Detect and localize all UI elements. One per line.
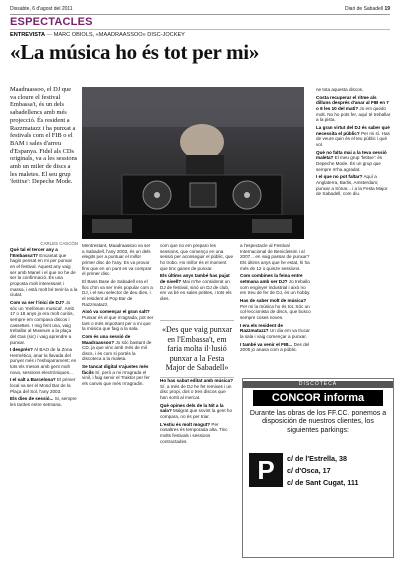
question: Costa recuperar el ritme als dilluns després d'anar al FIB en 7 o 8 les 10 del matí? — [316, 94, 389, 111]
answer: Jo treballo com enginyer industrial i això no em treu de fer de DJ, és un hobby. — [240, 278, 311, 296]
answer: a l'espectacle al Festival Internacional de Benicàssim i al 2007... en vaig passar de punxar? Els últims anys que he estat, hi ha més de 12 o quinze sessions. — [240, 243, 310, 271]
answer: Si, sempre les tardes entre setmana. — [10, 396, 77, 408]
answer: ne tota aquesta discos. — [316, 87, 364, 92]
intro-text: Maadraassoo, el DJ que va cloure el festival Embassa't, és un dels sabadellencs amb més projecció. És resident a Razzmatazz i ha punxat a festivals com el FIB o el BAM i sales d'arreu d'Espanya. Fidel als CDs originals, va a les sessions amb un miler de discs a les maletes. El seu grup 'fetitxe': Depeche Mode. — [10, 86, 78, 186]
question: I el que no pot faltar? — [316, 174, 363, 180]
answer: Encantat que hagin pensat en mi per punxar en el festival. Aquest any vaig ser amb Manel i el que no he de ser la confirmació. És una proposta molt interessant i massa, i està molt bé tenir-la a la ciutat. — [10, 252, 78, 298]
question: I el salt a Barcelona? — [10, 377, 56, 383]
article-column-4 — [240, 243, 312, 355]
question: I també va venir el FIB... — [240, 341, 293, 347]
ad-address-1: c/ de l'Estrella, 38 — [287, 454, 348, 463]
answer: Sí, però a mi m'agrada el vinil, i faig servir el Traktor per fer els canvis que més m'agradin. — [82, 369, 150, 387]
question: Què opines dels de la Nit a la sala? — [160, 402, 224, 414]
ad-body: Durante las obras de los FF.CC. ponemos a disposición de nuestros clientes, los siguientes parkings: — [249, 410, 387, 434]
answer: Malgrat que sovint la gent ho compara, no és per triar. — [160, 408, 233, 419]
pull-quote: «Des que vaig punxar en l'Embassa't, em faria molta il·lusió punxar a la Festa Major de Sabadell» — [160, 320, 234, 378]
answer: Des del 2005 jo anava com a públic. — [240, 341, 310, 353]
answer: Aquí a Anglaterra, Barlis, Amsterdam; punxar a Sónar... i a la Festa Major de Sabadell, com diu. — [316, 174, 388, 197]
dj-booth-illustration — [82, 87, 304, 239]
question: Què no falta mai a la teva sessió maleta? — [316, 149, 387, 161]
article-column-3-top — [160, 243, 234, 304]
answer: Jo em quedo molt. No ho pots fer, aquí té treballar a la pista. — [316, 105, 391, 123]
section-title: ESPECTACLES — [10, 16, 93, 28]
article-column-3-bottom — [160, 378, 234, 446]
question: Els dies de sessió... — [10, 396, 54, 402]
answer: El meu grup 'fetitxe': és Depeche Mode. És un grup que sempre m'ha agradat. — [316, 155, 383, 172]
photo-credit: CARLES CASCÓN — [40, 241, 78, 246]
question: Com és una sessió de Maadraassoo? — [82, 333, 131, 345]
article-column-5 — [316, 87, 392, 199]
answer: Sí, a més de DJ he fet remixes i un disc propi, dos o tres discos que han sortit al mercat. — [160, 383, 232, 400]
dj-photo — [82, 87, 304, 239]
answer: Jo sóc bastant de CD, ja que vinc amb més de mil discs, i és com si portés la discoteca a la maleta. — [82, 339, 152, 362]
ad-brand: CONCOR informa — [253, 390, 383, 406]
answer: Al BAO de la Zona Hermètica, anar la llavada del punyet més i l'esbojarrament; en tots els mesos amb gent molt nova, sessions electròniques... — [10, 347, 77, 375]
question: I era els resident de Razzmatazz? — [240, 322, 283, 334]
answer: Per mi la música ho és tot. Sóc un col·leccionista de discs, que busco sempre coses noves. — [240, 303, 311, 320]
article-column-1 — [10, 247, 78, 410]
question: Com va ser l'inici de DJ? — [10, 299, 65, 305]
answer: El Bass Base de Sabadell era el lloc d'on va ser més popular com a DJ, i el seu selector de deu dies, i el resident al Pop Bar de Razzmatazz. — [82, 278, 153, 307]
ad-address-3: c/ de Sant Cugat, 111 — [287, 478, 359, 487]
paper-name-page — [345, 6, 390, 12]
question: Ho has sabut editat amb música? — [160, 378, 234, 383]
answer: Per nosaltres és temporada alta. Tinc molts festivals i sessions contractades. — [160, 421, 228, 444]
answer: El primer local va ser el Mond Bar de la Plaça del Sol, l'any 2003. — [10, 377, 76, 394]
advertisement — [242, 378, 394, 558]
section-bar — [10, 14, 390, 30]
answer: Mai m'he considerat un DJ de festival, sinó un DJ de club, em va bé en sales petites, i tots els dies. — [160, 278, 232, 301]
answer: com que no em preparo les sessions, que començo en una sessió per aconseguir el públic, que ho trobo. Ho millor és el moment que tinc ganes de punxar. — [160, 243, 234, 271]
answer: Punxar és el que m'agrada, pot ser tant o més important per a mi que la música que faig a la sala. — [82, 314, 154, 332]
page-number: 19 — [384, 6, 390, 12]
article-column-2 — [82, 243, 154, 389]
question: Això va començar el gran salt? — [82, 309, 150, 315]
paper-name: Diari de Sabadell — [344, 6, 384, 12]
answer: Mentrestant, Maadraassoo va ser a Sabadell, l'any 2003, és un dels elegits per a puntuar el millor primer disc de l'any. Es va provar fins que en un punt es va comprar el primer disc. — [82, 243, 152, 277]
question: Has de saber molt de música? — [240, 297, 307, 303]
headline: «La música ho és tot per mi» — [10, 40, 260, 64]
answer: Un dia em va trucar la sala i vaig començar a punxar. — [240, 328, 310, 339]
issue-date: Dissabte, 6 d'agost del 2011 — [10, 6, 73, 12]
answer: Jo sóc un 'melòman musical'. Amb 17 o 18 anys jo era molt curiós, sempre em compava discos i cassettes. I mig fent una, vaig treballar al Museum a la plaça del Gas (sic) i vaig aprendre a punxar. — [10, 299, 75, 345]
kicker-label: ENTREVISTA — [10, 32, 46, 38]
question: Els últims anys també has pujat de nivell? — [160, 273, 230, 284]
ad-tag: DISCOTECA — [243, 381, 393, 388]
question: Què tal el tercer any a l'Embassa't? — [10, 247, 58, 258]
question: I després? — [10, 347, 33, 353]
kicker-author: MARC OBIOLS, «MAADRAASSOO» DISC-JOCKEY — [53, 32, 185, 38]
question: Se tancat digital s'ajustes més fàcils — [82, 364, 149, 375]
parking-icon: P — [249, 453, 283, 487]
page-header — [10, 4, 390, 13]
question: L'estiu és molt mogut? — [160, 421, 211, 427]
ad-address-2: c/ d'Osca, 17 — [287, 466, 331, 475]
kicker: ENTREVISTA — MARC OBIOLS, «MAADRAASSOO» DISC-JOCKEY — [10, 32, 185, 38]
answer: Per mi sí. Has de veure quin és el teu públic i què vol. — [316, 130, 390, 147]
question: Com combines la feina entre setmana amb ser DJ? — [240, 273, 303, 284]
question: La gran virtut del DJ és saber què necessita el públic? — [316, 124, 390, 136]
